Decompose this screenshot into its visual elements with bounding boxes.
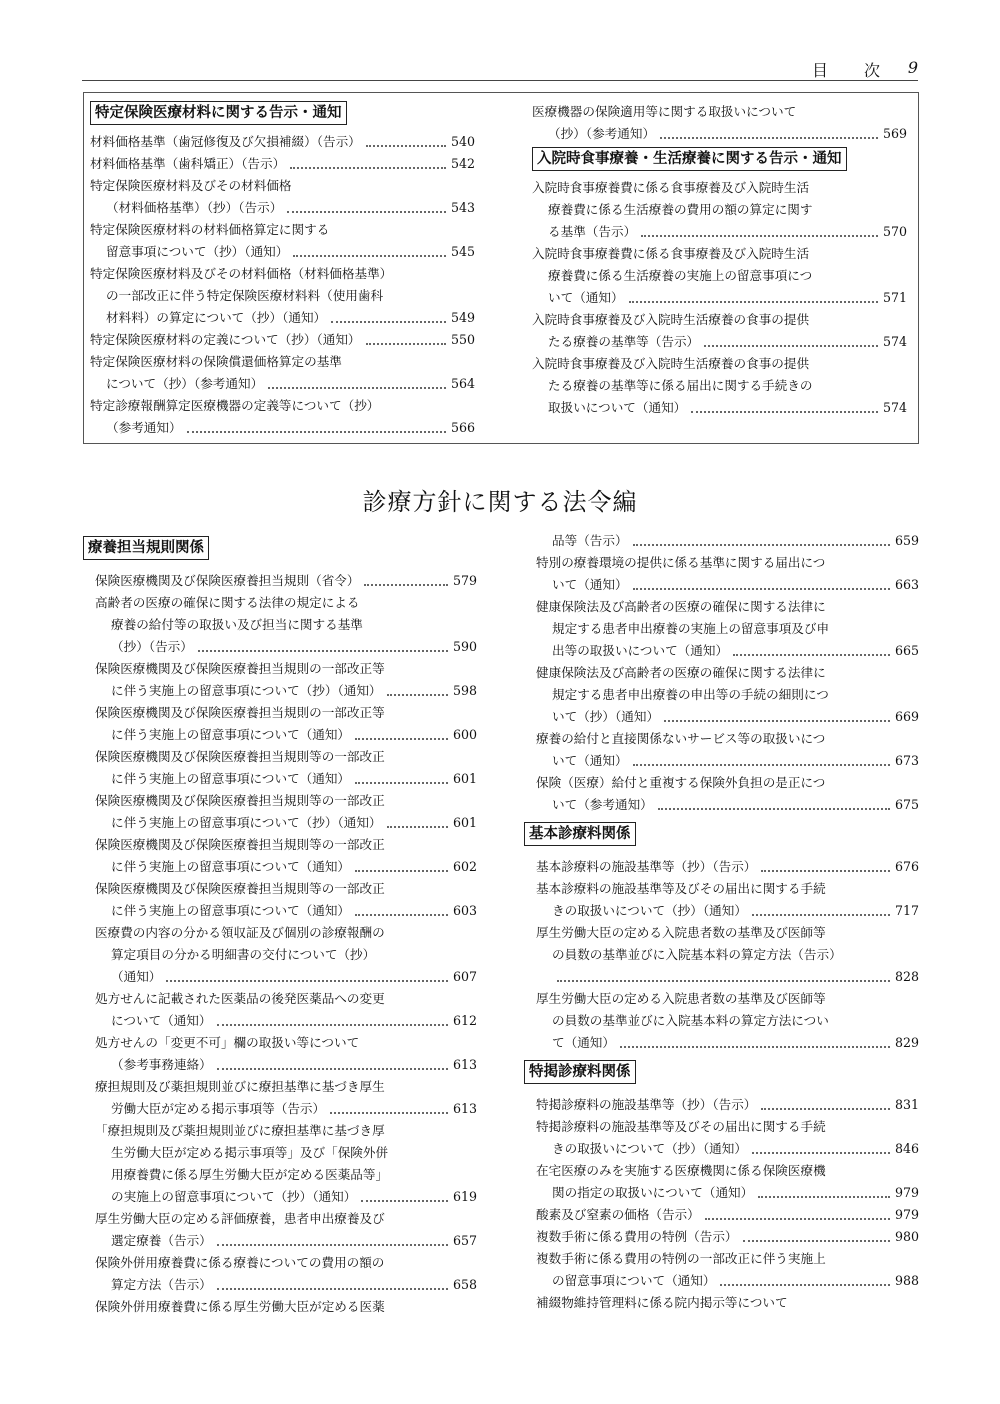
toc-entry-text: 規定する患者申出療養の申出等の手続の細則につ [552,687,829,702]
leader-dots [217,1024,448,1026]
toc-entry-last-line [524,1032,919,1054]
section-heading: 基本診療料関係 [524,822,636,846]
toc-entry-text: 厚生労働大臣の定める評価療養，患者申出療養及び [95,1211,385,1226]
toc-page-number: 550 [450,332,475,347]
toc-entry-last-line [524,1270,919,1292]
toc-entry [524,662,919,728]
toc-entry-text: 生労働大臣が定める掲示事項等」及び「保険外併 [111,1145,389,1160]
leader-dots [355,738,448,740]
toc-page-number: 659 [894,533,919,548]
toc-entry-text: に伴う実施上の留意事項について（抄）（通知） [111,815,382,830]
toc-entry [83,988,477,1032]
toc-entry-text: （抄）（参考通知） [548,126,656,141]
toc-entry-last-line [524,750,919,772]
toc-page-number: 574 [882,334,907,349]
toc-entry-last-line [524,1204,919,1226]
toc-entry [83,1296,477,1318]
toc-entry [524,856,919,878]
toc-entry-text: について（抄）（参考通知） [106,376,264,391]
toc-entry [524,772,919,816]
toc-entry-last-line [524,966,919,988]
toc-page-number: 601 [452,815,477,830]
toc-page-number: 619 [452,1189,477,1204]
toc-entry [524,922,919,988]
leader-dots [387,826,448,828]
leader-dots [720,1284,889,1286]
toc-page-number: 607 [452,969,477,984]
leader-dots [187,431,446,433]
main-title: 診療方針に関する法令編 [362,488,638,516]
toc-entry-text: に伴う実施上の留意事項について（抄）（通知） [111,683,382,698]
toc-entry [90,263,475,329]
toc-entry-text: 厚生労働大臣の定める入院患者数の基準及び医師等 [536,925,826,940]
toc-page-number: 988 [894,1273,919,1288]
toc-entry [524,530,919,552]
toc-entry-text: る基準（告示） [548,224,637,239]
toc-entry-last-line [532,287,907,309]
toc-entry [524,878,919,922]
toc-entry-last-line [90,241,475,263]
toc-entry [532,243,907,309]
leader-dots [355,914,448,916]
toc-entry-text: 特定保険医療材料及びその材料価格 [90,178,292,193]
toc-page-number: 673 [894,753,919,768]
toc-entry-text: 特定保険医療材料及びその材料価格（材料価格基準） [90,266,393,281]
toc-entry [83,746,477,790]
toc-entry [524,728,919,772]
leader-dots [743,1240,890,1242]
toc-entry-text: の実施上の留意事項について（抄）（通知） [111,1189,357,1204]
toc-page-number: 571 [882,290,907,305]
toc-page-number: 831 [894,1097,919,1112]
toc-entry [524,1226,919,1248]
toc-entry-text: 品等（告示） [552,533,628,548]
toc-entry-text: 処方せんに記載された医薬品の後発医薬品への変更 [95,991,385,1006]
leader-dots [361,1200,448,1202]
page-header [0,0,1000,80]
toc-entry-text: 保険医療機関及び保険医療養担当規則等の一部改正 [95,881,385,896]
leader-dots [658,808,890,810]
toc-entry-text: 保険外併用療養費に係る厚生労働大臣が定める医薬 [95,1299,385,1314]
toc-entry [524,1116,919,1160]
toc-entry-last-line [524,856,919,878]
toc-entry [83,1252,477,1296]
toc-entry-text: きの取扱いについて（抄）（通知） [552,1141,747,1156]
toc-entry [524,1248,919,1292]
toc-entry-text: 保険医療機関及び保険医療養担当規則等の一部改正 [95,793,385,808]
toc-entry [83,1076,477,1120]
toc-page-number: 669 [894,709,919,724]
toc-entry [524,1204,919,1226]
toc-entry-text: 保険医療機関及び保険医療養担当規則等の一部改正 [95,837,385,852]
page-number: 9 [907,58,918,77]
toc-entry-last-line [90,197,475,219]
toc-page-number: 676 [894,859,919,874]
toc-page-number: 658 [452,1277,477,1292]
toc-page-number: 657 [452,1233,477,1248]
leader-dots [633,588,890,590]
toc-entry-text: いて（参考通知） [552,797,653,812]
box-right-column [532,101,907,419]
toc-entry [83,592,477,658]
toc-page-number: 603 [452,903,477,918]
toc-page-number: 829 [894,1035,919,1050]
toc-entry-last-line [83,768,477,790]
toc-entry-last-line [90,329,475,351]
toc-entry-last-line [83,1010,477,1032]
toc-entry-text: 厚生労働大臣の定める入院患者数の基準及び医師等 [536,991,826,1006]
leader-dots [290,167,446,169]
leader-dots [366,343,446,345]
toc-entry-text: 特定保険医療材料の材料価格算定に関する [90,222,330,237]
left-column [83,530,477,1318]
leader-dots [268,387,446,389]
toc-entry-last-line [83,636,477,658]
toc-entry [83,1120,477,1208]
toc-entry-text: 保険医療機関及び保険医療養担当規則（省令） [95,573,360,588]
toc-entry-last-line [83,1230,477,1252]
leader-dots [217,1244,448,1246]
toc-entry-text: 算定項目の分かる明細書の交付について（抄） [111,947,376,962]
toc-entry-text: きの取扱いについて（抄）（通知） [552,903,747,918]
leader-dots [166,980,448,982]
toc-entry-text: 取扱いについて（通知） [548,400,687,415]
toc-page-number: 564 [450,376,475,391]
toc-entry-last-line [524,574,919,596]
toc-entry-text: 特別の療養環境の提供に係る基準に関する届出につ [536,555,826,570]
toc-entry-text: 入院時食事療養費に係る食事療養及び入院時生活 [532,246,810,261]
leader-dots [660,137,878,139]
toc-entry-text: 特掲診療料の施設基準等（抄）（告示） [536,1097,757,1112]
toc-entry-last-line [524,1226,919,1248]
toc-page-number: 663 [894,577,919,592]
toc-entry-text: 算定方法（告示） [111,1277,212,1292]
toc-entry-text: 留意事項について（抄）（通知） [106,244,289,259]
toc-entry-text: 入院時食事療養費に係る食事療養及び入院時生活 [532,180,810,195]
toc-entry-text: に伴う実施上の留意事項について（通知） [111,859,351,874]
section-heading: 特掲診療料関係 [524,1060,636,1084]
toc-page-number: 979 [894,1185,919,1200]
toc-entry-text: たる療養の基準等（告示） [548,334,700,349]
toc-entry-text: 規定する患者申出療養の実施上の留意事項及び申 [552,621,830,636]
toc-page-number: 601 [452,771,477,786]
toc-entry-text: たる療養の基準等に係る届出に関する手続きの [548,378,813,393]
toc-entry-last-line [83,680,477,702]
toc-entry [524,988,919,1054]
toc-page-number: 545 [450,244,475,259]
toc-entry-text: 在宅医療のみを実施する医療機関に係る保険医療機 [536,1163,826,1178]
toc-page-number: 542 [450,156,475,171]
toc-entry-text: 療養費に係る生活療養の費用の額の算定に関す [548,202,813,217]
toc-entry-last-line [532,221,907,243]
toc-page-number: 828 [894,969,919,984]
leader-dots [761,1108,890,1110]
toc-entry-last-line [532,397,907,419]
header-rule [82,80,918,81]
toc-entry-last-line [90,373,475,395]
toc-entry [83,570,477,592]
header-title: 目 次 [811,61,890,80]
section-heading: 特定保険医療材料に関する告示・通知 [90,101,347,125]
toc-entry-last-line [83,856,477,878]
toc-entry-last-line [524,900,919,922]
leader-dots [620,1046,890,1048]
leader-dots [287,211,446,213]
toc-entry-last-line [83,1098,477,1120]
toc-entry-last-line [83,1054,477,1076]
toc-entry [83,702,477,746]
toc-page-number: 613 [452,1101,477,1116]
leader-dots [633,544,890,546]
toc-entry-text: 療養の給付等の取扱い及び担当に関する基準 [111,617,363,632]
toc-entry [90,219,475,263]
leader-dots [752,1152,890,1154]
toc-page-number: 598 [452,683,477,698]
toc-page-number: 543 [450,200,475,215]
toc-entry-text: に伴う実施上の留意事項について（通知） [111,771,351,786]
toc-entry-text: 保険医療機関及び保険医療養担当規則の一部改正等 [95,661,385,676]
toc-entry-last-line [532,331,907,353]
leader-dots [704,345,878,347]
toc-entry-text: 選定療養（告示） [111,1233,212,1248]
toc-entry-text: 特掲診療料の施設基準等及びその届出に関する手続 [536,1119,826,1134]
toc-entry-text: 労働大臣が定める掲示事項等（告示） [111,1101,326,1116]
toc-entry [524,596,919,662]
leader-dots [664,720,890,722]
toc-page-number: 569 [882,126,907,141]
leader-dots [217,1288,448,1290]
toc-page-number: 574 [882,400,907,415]
toc-entry-last-line [524,530,919,552]
toc-entry-text: 用療養費に係る厚生労働大臣が定める医薬品等」 [111,1167,389,1182]
toc-page-number: 612 [452,1013,477,1028]
toc-entry-last-line [83,900,477,922]
toc-entry-text: 保険（医療）給付と重複する保険外負担の是正につ [536,775,826,790]
toc-entry [83,922,477,988]
toc-entry [83,834,477,878]
toc-page-number: 570 [882,224,907,239]
toc-entry-text: 健康保険法及び高齢者の医療の確保に関する法律に [536,599,826,614]
toc-entry [90,153,475,175]
toc-entry-text: 医療機器の保険適用等に関する取扱いについて [532,104,797,119]
leader-dots [217,1068,448,1070]
leader-dots [293,255,446,257]
toc-entry-text: 材料価格基準（歯冠修復及び欠損補綴）（告示） [90,134,361,149]
toc-entry [532,309,907,353]
toc-page-number: 590 [452,639,477,654]
section-heading: 入院時食事療養・生活療養に関する告示・通知 [532,147,847,171]
toc-entry-text: 保険医療機関及び保険医療養担当規則の一部改正等 [95,705,385,720]
toc-entry-text: いて（通知） [552,577,628,592]
toc-entry-text: 保険外併用療養費に係る療養についての費用の額の [95,1255,385,1270]
toc-entry-text: （通知） [111,969,162,984]
toc-entry-text: 基本診療料の施設基準等及びその届出に関する手続 [536,881,826,896]
toc-entry-text: 出等の取扱いについて（通知） [552,643,729,658]
notice-box [83,92,919,444]
leader-dots [629,301,878,303]
toc-entry [83,790,477,834]
right-column [524,530,919,1314]
leader-dots [355,782,448,784]
toc-page-number: 540 [450,134,475,149]
toc-page-number: 613 [452,1057,477,1072]
toc-entry-text: について（通知） [111,1013,212,1028]
toc-page-number: 665 [894,643,919,658]
toc-entry [524,1292,919,1314]
toc-entry-text: 療養の給付と直接関係ないサービス等の取扱いにつ [536,731,826,746]
toc-entry-text: 療養費に係る生活療養の実施上の留意事項につ [548,268,813,283]
toc-entry [90,395,475,439]
toc-entry-text: 健康保険法及び高齢者の医療の確保に関する法律に [536,665,826,680]
toc-entry-text: いて（通知） [548,290,624,305]
toc-entry-last-line [524,706,919,728]
leader-dots [355,870,448,872]
toc-entry-last-line [83,1274,477,1296]
toc-entry-last-line [524,794,919,816]
toc-entry [90,329,475,351]
toc-entry-text: 処方せんの「変更不可」欄の取扱い等について [95,1035,360,1050]
toc-entry-text: の一部改正に伴う特定保険医療材料料（使用歯科 [106,288,384,303]
toc-entry-text: 医療費の内容の分かる領収証及び個別の診療報酬の [95,925,385,940]
toc-entry-text: 入院時食事療養及び入院時生活療養の食事の提供 [532,356,810,371]
leader-dots [752,914,890,916]
toc-entry [90,175,475,219]
toc-page-number: 579 [452,573,477,588]
toc-entry-text: 特定診療報酬算定医療機器の定義等について（抄） [90,398,380,413]
section-heading: 療養担当規則関係 [83,536,209,560]
leader-dots [387,694,448,696]
toc-entry-last-line [532,123,907,145]
toc-entry [83,658,477,702]
toc-entry [524,1094,919,1116]
toc-entry-text: 関の指定の取扱いについて（通知） [552,1185,754,1200]
toc-entry-text: て（通知） [552,1035,615,1050]
toc-entry-last-line [524,1138,919,1160]
toc-entry-last-line [83,966,477,988]
leader-dots [733,654,890,656]
leader-dots [691,411,878,413]
toc-entry-text: 高齢者の医療の確保に関する法律の規定による [95,595,360,610]
toc-entry-text: 「療担規則及び薬担規則並びに療担基準に基づき厚 [95,1123,385,1138]
toc-page-number: 846 [894,1141,919,1156]
toc-entry-last-line [524,640,919,662]
toc-entry-text: に伴う実施上の留意事項について（通知） [111,903,351,918]
toc-entry-text: いて（通知） [552,753,628,768]
toc-entry-text: 特定保険医療材料の保険償還価格算定の基準 [90,354,342,369]
toc-entry-text: 材料料）の算定について（抄）（通知） [106,310,327,325]
toc-entry [83,1032,477,1076]
toc-page-number: 600 [452,727,477,742]
toc-entry-text: （参考通知） [106,420,182,435]
leader-dots [633,764,890,766]
toc-entry-last-line [83,1186,477,1208]
toc-entry-last-line [83,724,477,746]
toc-entry-text: の員数の基準並びに入院基本料の算定方法（告示） [552,947,842,962]
toc-entry [532,177,907,243]
leader-dots [758,1196,890,1198]
toc-entry-text: の留意事項について（通知） [552,1273,716,1288]
toc-entry-last-line [90,417,475,439]
toc-page-number: 980 [894,1229,919,1244]
toc-page-number: 566 [450,420,475,435]
toc-entry-last-line [83,812,477,834]
leader-dots [641,235,878,237]
toc-entry-last-line [524,1094,919,1116]
toc-entry-last-line [90,307,475,329]
toc-entry-last-line [524,1182,919,1204]
leader-dots [364,584,447,586]
toc-entry-text: 複数手術に係る費用の特例（告示） [536,1229,738,1244]
toc-page-number: 979 [894,1207,919,1222]
toc-entry [90,131,475,153]
toc-entry-text: 療担規則及び薬担規則並びに療担基準に基づき厚生 [95,1079,385,1094]
toc-entry-text: （参考事務連絡） [111,1057,212,1072]
toc-entry-text: に伴う実施上の留意事項について（通知） [111,727,351,742]
toc-entry [524,552,919,596]
toc-entry-text: （材料価格基準）（抄）（告示） [106,200,283,215]
toc-entry [524,1160,919,1204]
toc-page-number: 717 [894,903,919,918]
leader-dots [331,321,446,323]
toc-entry [90,351,475,395]
toc-entry-text: の員数の基準並びに入院基本料の算定方法につい [552,1013,829,1028]
leader-dots [366,145,446,147]
toc-entry-text: 補綴物維持管理料に係る院内掲示等について [536,1295,788,1310]
toc-entry-text: （抄）（告示） [111,639,193,654]
toc-page-number: 602 [452,859,477,874]
box-left-column [90,101,475,439]
toc-entry-last-line [83,570,477,592]
toc-entry [532,353,907,419]
toc-entry-text: 基本診療料の施設基準等（抄）（告示） [536,859,757,874]
leader-dots [198,650,448,652]
toc-entry-text: いて（抄）（通知） [552,709,660,724]
leader-dots [705,1218,890,1220]
toc-entry-text: 材料価格基準（歯科矯正）（告示） [90,156,286,171]
toc-entry-last-line [90,153,475,175]
toc-entry [83,1208,477,1252]
toc-entry-last-line [90,131,475,153]
toc-entry-text: 保険医療機関及び保険医療養担当規則等の一部改正 [95,749,385,764]
toc-entry-text: 入院時食事療養及び入院時生活療養の食事の提供 [532,312,810,327]
toc-entry-text: 酸素及び窒素の価格（告示） [536,1207,700,1222]
leader-dots [761,870,890,872]
leader-dots [330,1112,448,1114]
toc-entry [83,878,477,922]
toc-entry-text: 特定保険医療材料の定義について（抄）（通知） [90,332,361,347]
leader-dots [557,980,890,982]
toc-entry [532,101,907,145]
toc-entry-text: 複数手術に係る費用の特例の一部改正に伴う実施上 [536,1251,826,1266]
toc-page-number: 675 [894,797,919,812]
toc-page-number: 549 [450,310,475,325]
